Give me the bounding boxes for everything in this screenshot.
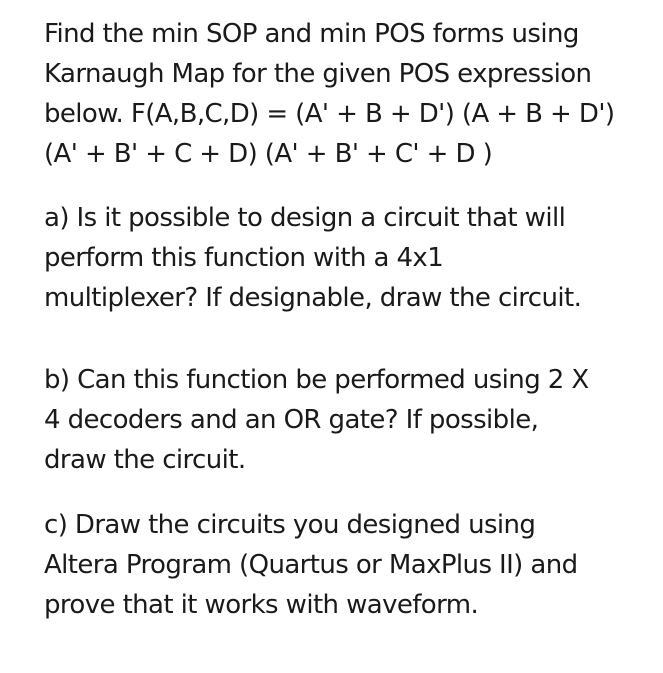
question-b-line: b) Can this function be performed using 2 X <box>44 365 589 395</box>
question-b-line: 4 decoders and an OR gate? If possible, <box>44 405 539 435</box>
question-c <box>44 505 644 625</box>
problem-statement-line: below. F(A,B,C,D) = (A' + B + D') (A + B + D') <box>44 99 615 129</box>
question-c-line: c) Draw the circuits you designed using <box>44 510 536 540</box>
question-a-line: multiplexer? If designable, draw the circuit. <box>44 283 582 313</box>
question-c-line: prove that it works with waveform. <box>44 590 479 620</box>
problem-statement-line: Karnaugh Map for the given POS expression <box>44 59 592 89</box>
question-a-line: a) Is it possible to design a circuit that will <box>44 203 566 233</box>
question-a-line: perform this function with a 4x1 <box>44 243 444 273</box>
problem-statement-line: (A' + B' + C + D) (A' + B' + C' + D ) <box>44 139 493 169</box>
problem-statement-line: Find the min SOP and min POS forms using <box>44 19 579 49</box>
question-b-line: draw the circuit. <box>44 445 246 475</box>
problem-statement <box>44 14 644 174</box>
question-b <box>44 360 644 480</box>
question-a <box>44 198 644 318</box>
question-c-line: Altera Program (Quartus or MaxPlus II) and <box>44 550 578 580</box>
